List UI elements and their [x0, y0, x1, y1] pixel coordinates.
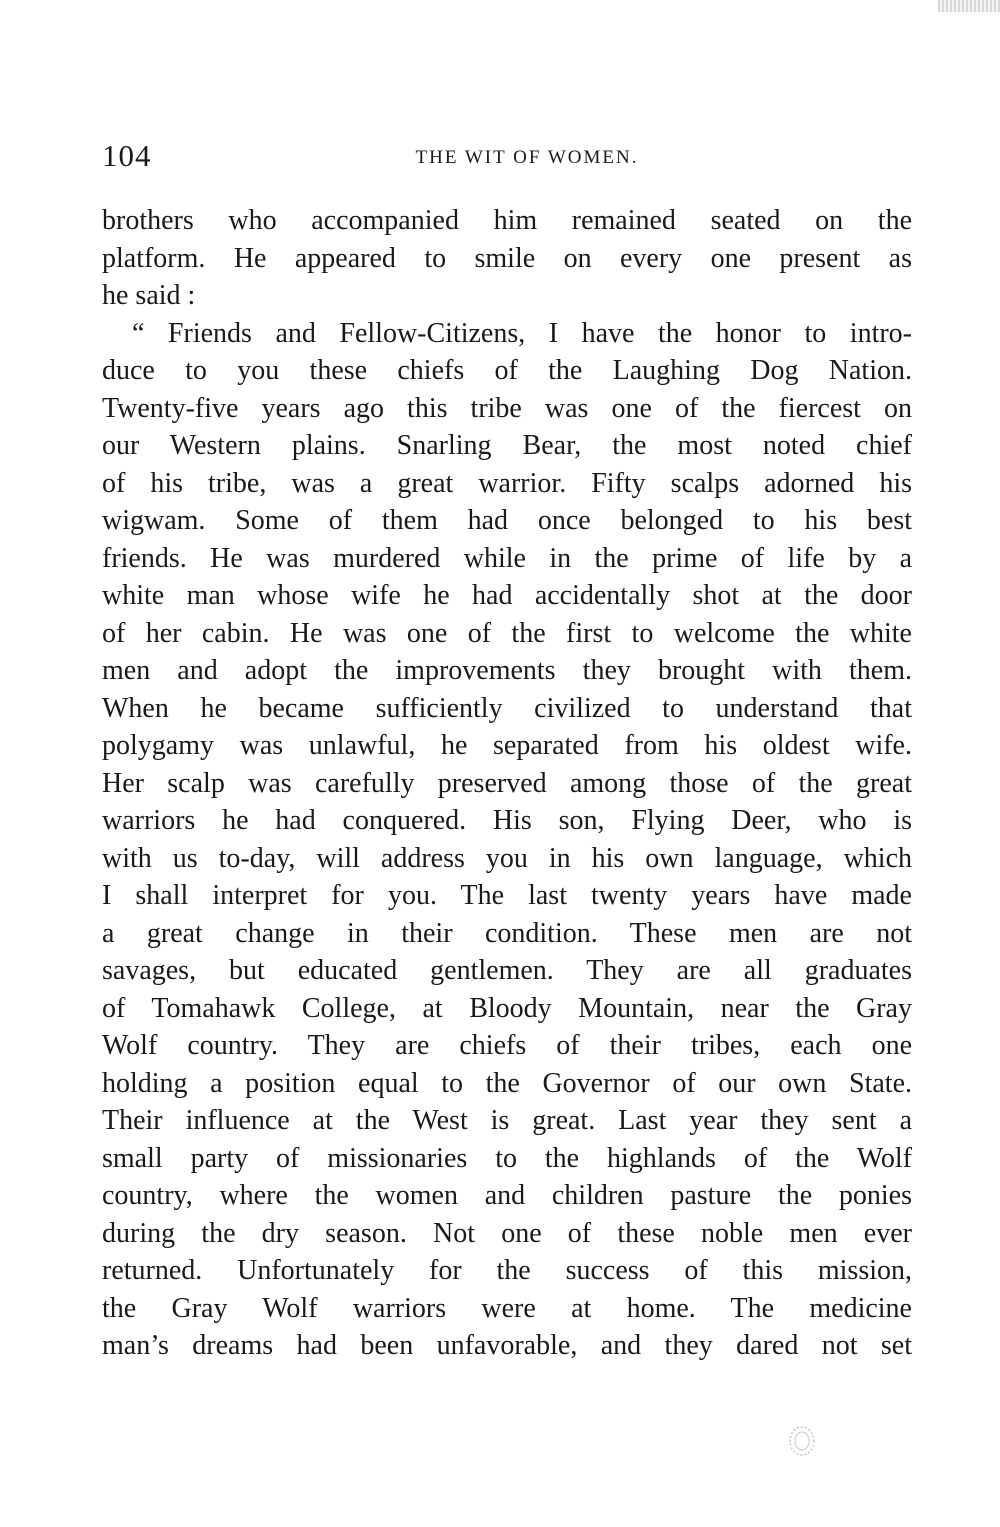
text-line: of his tribe, was a great warrior. Fifty scalps adorned his	[102, 467, 912, 499]
text-line: the Gray Wolf warriors were at home. The medicine	[102, 1292, 912, 1324]
body-text	[102, 202, 912, 1365]
text-line: man’s dreams had been unfavorable, and they dared not set	[102, 1330, 912, 1361]
text-line: white man whose wife he had accidentally shot at the door	[102, 580, 912, 611]
text-line: Twenty-five years ago this tribe was one of the fiercest on	[102, 392, 912, 424]
text-line: brothers who accompanied him remained seated on the	[102, 205, 912, 236]
text-line: polygamy was unlawful, he separated from his oldest wife.	[102, 730, 912, 761]
text-line: during the dry season. Not one of these noble men ever	[102, 1217, 912, 1249]
text-line: our Western plains. Snarling Bear, the most noted chief	[102, 430, 912, 461]
text-line: of her cabin. He was one of the first to welcome the white	[102, 617, 912, 649]
faded-library-stamp	[285, 1424, 825, 1464]
text-line: men and adopt the improvements they brought with them.	[102, 655, 912, 686]
scan-corner-mark	[938, 0, 1000, 12]
text-line: “ Friends and Fellow-Citizens, I have the honor to intro-	[132, 317, 912, 349]
text-line: small party of missionaries to the highlands of the Wolf	[102, 1142, 912, 1174]
text-line: When he became sufficiently civilized to understand that	[102, 692, 912, 724]
stamp-seal-icon	[787, 1424, 817, 1458]
text-line: he said :	[102, 280, 196, 311]
text-line: country, where the women and children pasture the ponies	[102, 1180, 912, 1211]
text-line: savages, but educated gentlemen. They are all graduates	[102, 955, 912, 986]
text-line: wigwam. Some of them had once belonged to his best	[102, 505, 912, 536]
text-line: a great change in their condition. These men are not	[102, 917, 912, 949]
running-head: THE WIT OF WOMEN.	[415, 147, 639, 168]
text-line: platform. He appeared to smile on every one present as	[102, 242, 912, 274]
text-line: Their influence at the West is great. Last year they sent a	[102, 1105, 912, 1136]
text-line: Her scalp was carefully preserved among those of the great	[102, 767, 912, 799]
text-line: friends. He was murdered while in the prime of life by a	[102, 542, 912, 574]
text-line: I shall interpret for you. The last twenty years have made	[102, 880, 912, 911]
page-header	[102, 138, 912, 178]
text-line: with us to-day, will address you in his own language, which	[102, 842, 912, 874]
text-line: returned. Unfortunately for the success of this mission,	[102, 1255, 912, 1286]
text-line: warriors he had conquered. His son, Flying Deer, who is	[102, 805, 912, 836]
text-line: Wolf country. They are chiefs of their tribes, each one	[102, 1030, 912, 1061]
text-line: duce to you these chiefs of the Laughing Dog Nation.	[102, 355, 912, 386]
text-line: holding a position equal to the Governor of our own State.	[102, 1067, 912, 1099]
page-number: 104	[102, 138, 152, 173]
text-line: of Tomahawk College, at Bloody Mountain, near the Gray	[102, 992, 912, 1024]
